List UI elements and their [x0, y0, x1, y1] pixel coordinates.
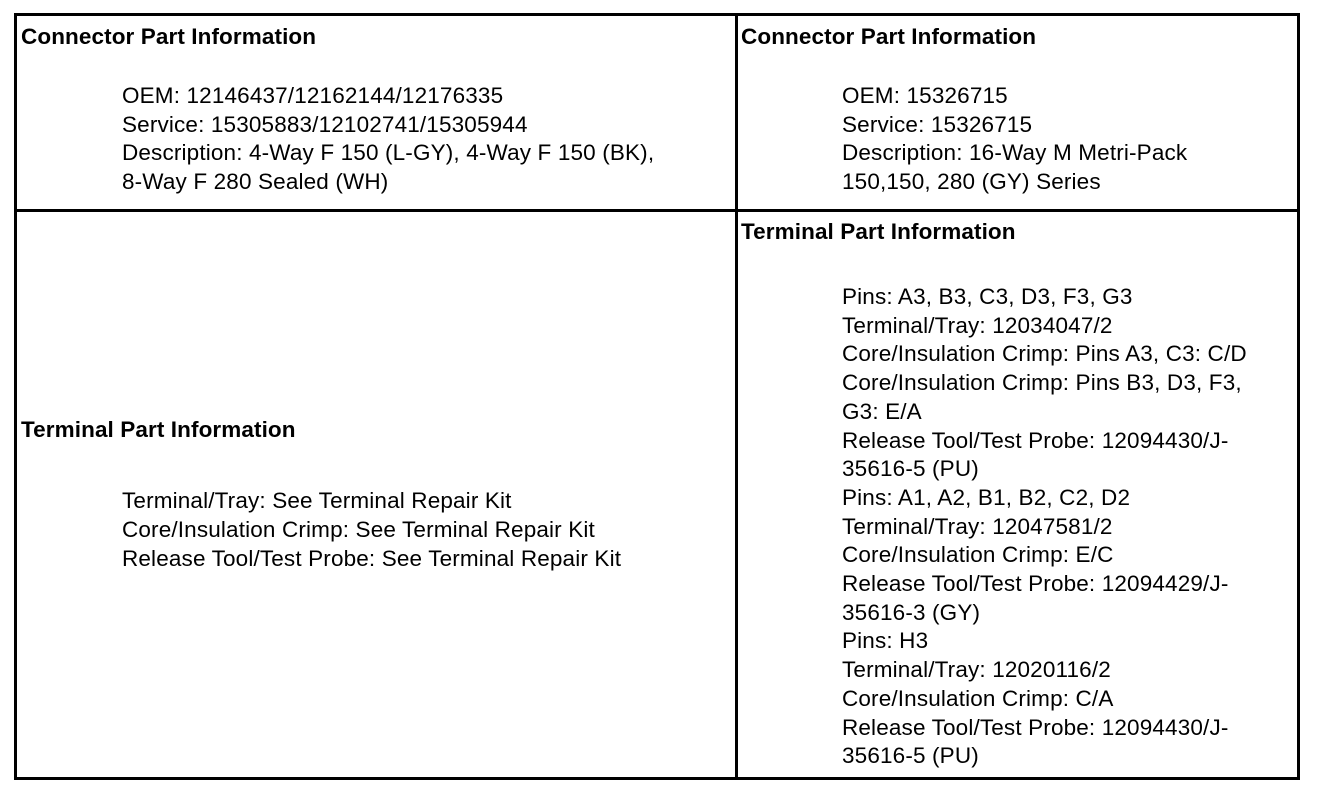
- parts-table: [14, 13, 1300, 780]
- service-numbers-left: Service: 15305883/12102741/15305944: [122, 111, 528, 137]
- oem-numbers-left: OEM: 12146437/12162144/12176335: [122, 83, 504, 108]
- terminal-line: Core/Insulation Crimp: E/C: [842, 542, 1114, 568]
- terminal-line: Release Tool/Test Probe: See Terminal Repair Kit: [122, 545, 622, 571]
- terminal-line: Core/Insulation Crimp: C/A: [842, 685, 1114, 711]
- terminal-line: Release Tool/Test Probe: 12094430/J-: [842, 427, 1229, 453]
- description-line2-left: 8-Way F 280 Sealed (WH): [122, 169, 389, 195]
- terminal-line: Terminal/Tray: 12034047/2: [842, 312, 1113, 338]
- connector-details-left: [21, 82, 731, 197]
- connector-details-right: [741, 82, 1296, 197]
- terminal-line: Release Tool/Test Probe: 12094430/J-: [842, 714, 1229, 740]
- connector-heading-left: Connector Part Information: [21, 24, 317, 49]
- terminal-details-left: [21, 487, 731, 573]
- description-line1-left: Description: 4-Way F 150 (L-GY), 4-Way F 150 (BK),: [122, 140, 655, 166]
- description-line1-right: Description: 16-Way M Metri-Pack: [842, 140, 1188, 166]
- terminal-line: 35616-5 (PU): [842, 743, 979, 769]
- terminal-line: Pins: A1, A2, B1, B2, C2, D2: [842, 484, 1131, 510]
- terminal-line: Release Tool/Test Probe: 12094429/J-: [842, 571, 1229, 597]
- terminal-line: Core/Insulation Crimp: See Terminal Repair Kit: [122, 517, 595, 543]
- terminal-line: Terminal/Tray: 12020116/2: [842, 657, 1111, 683]
- terminal-line: G3: E/A: [842, 398, 922, 424]
- connector-info-right: [741, 22, 1296, 208]
- terminal-line: 35616-5 (PU): [842, 456, 979, 482]
- terminal-info-left: [21, 212, 731, 777]
- terminal-line: 35616-3 (GY): [842, 599, 981, 625]
- oem-numbers-right: OEM: 15326715: [842, 83, 1008, 108]
- service-numbers-right: Service: 15326715: [842, 111, 1033, 137]
- connector-heading-right: Connector Part Information: [741, 24, 1037, 49]
- terminal-heading-left: Terminal Part Information: [21, 417, 296, 443]
- terminal-details-right: [741, 283, 1296, 771]
- column-divider: [735, 16, 738, 777]
- terminal-line: Core/Insulation Crimp: Pins B3, D3, F3,: [842, 370, 1242, 396]
- terminal-info-right: [741, 217, 1296, 777]
- terminal-line: Core/Insulation Crimp: Pins A3, C3: C/D: [842, 341, 1247, 367]
- connector-info-left: [21, 22, 731, 208]
- terminal-line: Terminal/Tray: See Terminal Repair Kit: [122, 488, 512, 514]
- description-line2-right: 150,150, 280 (GY) Series: [842, 169, 1101, 195]
- terminal-line: Pins: H3: [842, 628, 929, 654]
- terminal-line: Terminal/Tray: 12047581/2: [842, 513, 1113, 539]
- terminal-heading-right: Terminal Part Information: [741, 219, 1016, 244]
- terminal-line: Pins: A3, B3, C3, D3, F3, G3: [842, 284, 1133, 309]
